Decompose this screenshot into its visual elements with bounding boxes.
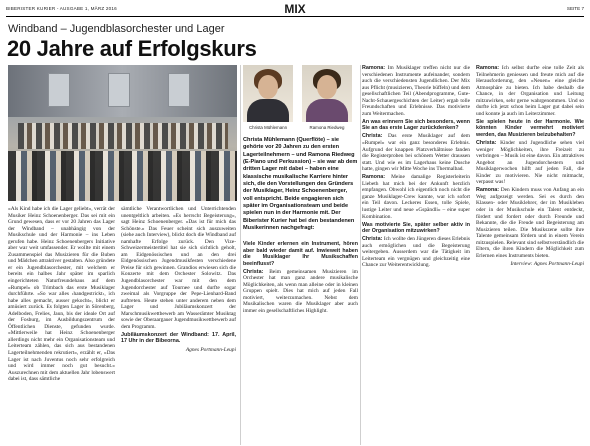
photo-caption: Ramona Riedweg [309, 125, 345, 130]
masthead-publication: BIBERISTER KURIER - AUSGABE 1, MÄRZ 2016 [6, 6, 117, 11]
speaker-name: Christa: [243, 268, 264, 275]
answer-text: Ich wollte den Jüngeren dieses Erlebnis auch ermöglichen und die Begeisterung weitergeben. Ausserdem war die Tätigkeit im Leiterteam ein vergnügen und gleichzeitig eine Chance zur Weiterentwicklung. [362, 236, 470, 269]
paragraph: «Als Kind habe ich die Lager geliebt», verrät der Musiker Heinz Schoenenberger. Das sei mit ein Grund gewesen, dass er vor 20 Jahren das Lager der Windband – unabhängig von der Musikschule und der Harmonie – ins Leben gerufen habe. Heinz Schoenenbergers Initiative aber war weit umfassender. Er wollte mit einem Zusammenspiel das Musizieren für die Buben und Mädchen attraktiver gestalten. Also gründete er ein Jugendblasorchester, mit welchem er bereits ein halbes Jahr später im sparlich eingerichteten Naturfreundehaus auf dem «Rumpel» ob Trimbach das erste Musiklager durchführte. «So war alles ‹handgestrickt›, ich habe alles gemacht, ausser gekocht», blickt er amüsiert zurück. Es folgten Lager in Sörenberg, Adelboden, Frelies, Jaun, bis der ideale Ort auf der Fosburg, im Ausbildungszentrum der Öffentlichen Dienste, gefunden wurde. «Mittlerweile hat Heinz Schoenenberger allerdings nicht mehr ein Organisationsteam und Leiterteam zählen, das sich aus bestandenen Lagerteilnehmenden rekrutiert», erzählt er, «Das Lager ist nach Juventus noch sehr erfolgreich und wird immer noch gut besucht.» Auszurechnen mit dem aktuellen Jahr lobenswert dabei ist, dass sämtliche [8, 206, 115, 383]
article-lead: Christa Mühlemann (Querflöte) – sie gehörte vor 20 Jahren zu den ersten Lagerteilnehmern – und Ramona Riedweg (E-Piano und Perkussion) – sie war ab dem dritten Lager mit dabei – haben eine klassische musikalische Karriere hinter sich, die den Vorstellungen des Gründers der Musiklager, Heinz Schoenenberger, voll entspricht. Beide engagieren sich später im Organisationsteam und beide spielen nun in der Harmonie mit. Der Biberister Kurier hat bei den bestandenen Musikerinnen nachgefragt: [243, 137, 358, 232]
concert-notice: Jubiläumskonzert der Windband: 17. April, 17 Uhr in der Bibeorna. [121, 331, 236, 345]
interview-question: Sie spielen heute in der Harmonie. Wie könnten Kinder vermehrt motiviert werden, das Musizieren beizubehalten? [476, 118, 584, 138]
interview-answer [362, 133, 470, 172]
article-column [8, 206, 115, 384]
interview-column [243, 241, 358, 316]
interview-signature: Interview: Agnes Portmann-Leupi [510, 261, 584, 268]
interview-column [362, 65, 470, 270]
interview-answer [362, 236, 470, 269]
speaker-name: Ramona: [476, 65, 500, 71]
answer-text: Kinder und Jugendliche sehen viel weniger Möglichkeiten, ihre Freizeit zu verbringen – Musik ist eine davon. Ein attraktives Angebot an Jugendorchestern und Musiklagerwochen hilft auf jeden Fall, die Kinder zu motivieren. Nie nicht mitmacht, verpasst was! [476, 140, 584, 186]
answer-text: Meine damalige Registerleiterin Liebeth hat mich bei der Ankunft herzlich empfangen. Obwohl ich eigentlich noch nicht die ganze Musiklager-Crew kannte, war ich sofort ein Teil davon. Leckeres Essen, tolle Spiele, lustige Leiter und neue «Gspändli» – eine super Kombination. [362, 174, 470, 220]
photo-caption: Christa Mühlemann [248, 125, 288, 130]
paragraph: sämtliche Verantwortlichen und Unterrichtenden unentgeltlich arbeiten. «Es herrscht Begeisterung», sagt Heinz Schoenenberger. «Das ist für mich das Schönste.» Das Feuer scheint sich auszuweiten (siehe auch Interview), blickt doch die Windband auf namhafte Erfolge zurück. Den Vize-Schweizermeistertitel hat sie sich sichtlich geholt, am Eidgenössischen und an den drei Eidgenössischen Jugendmusikfesten verschiedene Preise für sich gewinnen. Grandios erwiesen sich die Konzerte mit dem Orchester Solowitz. Das Jugendblasorchester war mit den dem Jugendorchester auf Tournee und durfte sogar zweimal als Vorgruppe der Pepe-Lienhard-Band auftreten. Heute stehen unter anderem neben dem Lager und Jubiläumskonzert der Marschmusikwettbewerb am Wasserämter Musiktag sowie der Oberaargauer Jugendmusikwettbewerb auf dem Programm. [121, 206, 236, 330]
speaker-name: Christa: [362, 133, 383, 140]
interview-column [476, 65, 584, 268]
answer-text: Das erste Musiklager auf dem «Rumpel» war ein ganz besonderes Erlebnis. Aufgrund der knappen Platzverhältnisse fanden die Registerproben bei schönem Wetter draussen statt. Und wie es im Lagerhaus keine Dusche hatte, gingen wir Mitte Woche ins Thermalbad. [362, 133, 470, 173]
masthead-section: MIX [284, 2, 306, 16]
answer-text: Den Kindern muss von Anfang an ein Weg aufgezeigt werden. Sei es durch den Klassen- oder Musiklehrer, der im Musikleben oder in der Musikschule ein Talent entdeckt, fördert und fordert oder durch Freunde und Bekannte, die die Freude und Begeisterung am Musizieren teilen. Die Musikszene sollte ihre Talente gemeinsam fördern und in einem Verein mitzuspielen. Relevant sind selbstverständlich die Eltern, die ihren Kindern die Möglichkeit zum Erlernen eines Instruments bieten. [476, 187, 584, 259]
portrait-photo [243, 65, 293, 122]
interview-question: Viele Kinder erlernen ein Instrument, hören aber bald wieder damit auf. Inwieweit haben die Musiklager Ihr Musikschaffen beeinflusst? [243, 241, 358, 267]
interview-answer [362, 65, 470, 117]
group-photo [8, 65, 237, 201]
article-kicker: Windband – Jugendblasorchester und Lager [8, 23, 225, 35]
interview-answer [243, 269, 358, 315]
article-column [121, 206, 236, 354]
speaker-name: Ramona: [362, 65, 386, 71]
interview-answer [476, 187, 584, 259]
answer-text: Beim gemeinsamen Musizieren im Orchester hat man ganz andere musikalische Möglichkeiten, als wenn man alleine oder in kleinen Gruppen spielt. Dies hat mich auf jeden Fall motiviert, weiterzumachen. Nebst dem Musikalischen waren die Musiklager aber auch immer ein gesellschaftliches Highlight. [243, 268, 358, 314]
interview-answer [476, 140, 584, 186]
answer-text: Im Musiklager treffen nicht nur die verschiedenen Instrumente aufeinander, sondern auch die verschiedensten Jugendlichen. Der Mix aus Pflicht (musizieren, Theorie büffeln) und dem gesellschaftlichen Teil (Abendprogramme, Gute-Nacht-Schauergeschichten der Leiter) ergab tolle Freundschaften und Erlebnisse. Das motivierte zum Weitermachen. [362, 65, 470, 117]
interview-question: Was motivierte Sie, später selber aktiv in der Organisation mitzuwirken? [362, 221, 470, 235]
interview-answer [362, 174, 470, 220]
portrait-photo [302, 65, 352, 122]
speaker-name: Ramona: [476, 187, 500, 194]
masthead [6, 3, 584, 17]
speaker-name: Christa: [362, 236, 383, 243]
author-signature: Agnes Portmann-Leupi [185, 346, 236, 353]
speaker-name: Christa: [476, 140, 497, 147]
masthead-page-number: SEITE 7 [566, 6, 584, 11]
interview-question: An was erinnern Sie sich besonders, wenn Sie an das erste Lager zurückdenken? [362, 118, 470, 132]
answer-text: Ich selbst durfte eine tolle Zeit als Teilnehmerin geniessen und freute mich auf die Herausforderung, den «Neuen» eine gleiche Atmosphäre zu bieten. Ich habe deshalb die Chance, in der Organisation und Leitung mitzuwirken, sehr gerne wahrgenommen. Und so durfte ich jetzt schon beim Lager gut dabei sein und konnte ja auch im Leiterzimmer. [476, 65, 584, 117]
interview-answer [476, 65, 584, 117]
speaker-name: Ramona: [362, 174, 386, 181]
article-headline: 20 Jahre auf Erfolgskurs [7, 36, 257, 61]
